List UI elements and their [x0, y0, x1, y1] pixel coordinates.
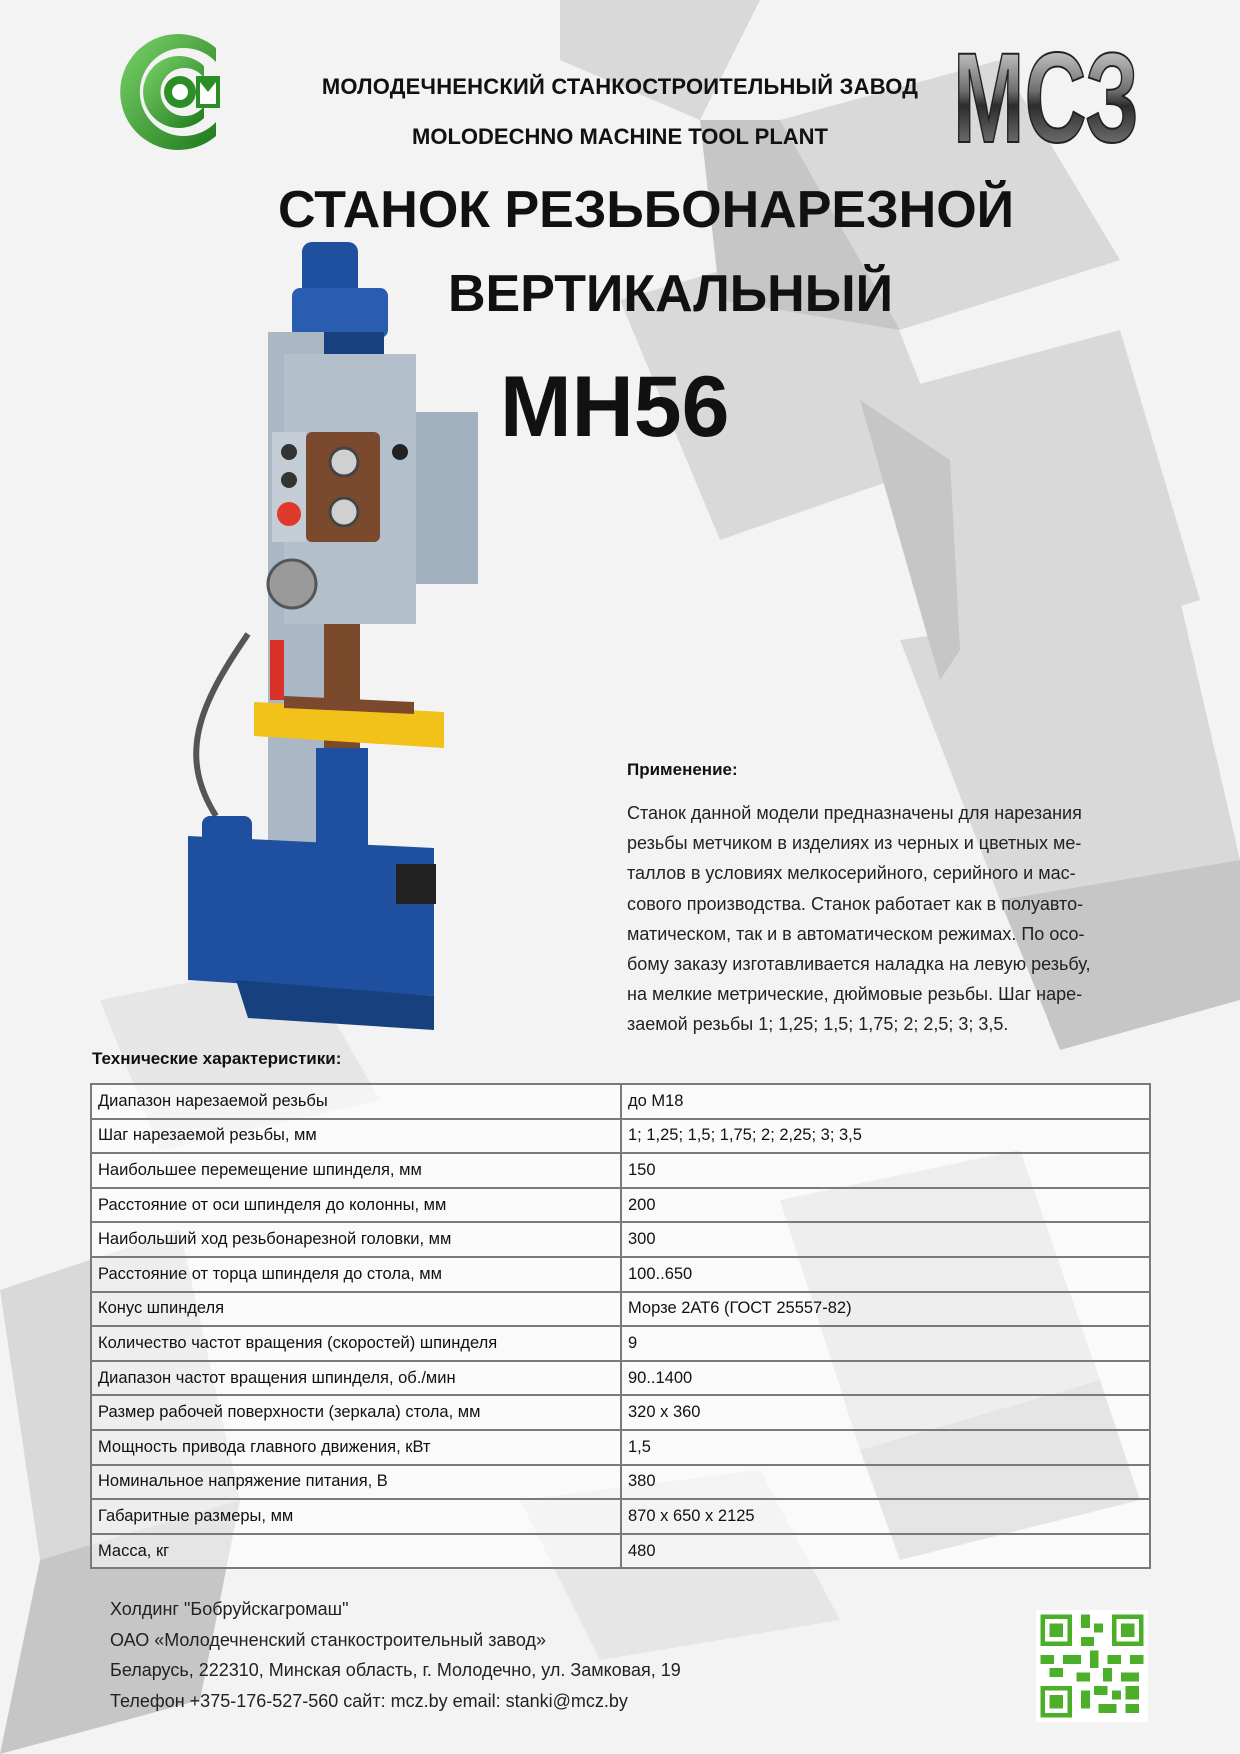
- table-row: [91, 1222, 1150, 1257]
- spec-label: Конус шпинделя: [91, 1292, 621, 1327]
- spec-value: до М18: [621, 1084, 1150, 1119]
- table-row: [91, 1188, 1150, 1223]
- footer-company: ОАО «Молодечненский станкостроительный завод»: [110, 1629, 546, 1650]
- table-row: [91, 1499, 1150, 1534]
- company-name-ru: МОЛОДЕЧНЕНСКИЙ СТАНКОСТРОИТЕЛЬНЫЙ ЗАВОД: [321, 74, 919, 99]
- table-row: [91, 1361, 1150, 1396]
- table-row: [91, 1430, 1150, 1465]
- spec-value: 150: [621, 1153, 1150, 1188]
- application-text: [627, 798, 1122, 1040]
- spec-value: 320 х 360: [621, 1395, 1150, 1430]
- spec-label: Расстояние от торца шпинделя до стола, мм: [91, 1257, 621, 1292]
- application-line: сового производства. Станок работает как в полуавто-: [627, 893, 1084, 914]
- table-row: [91, 1465, 1150, 1500]
- table-row: [91, 1257, 1150, 1292]
- spec-value: 90..1400: [621, 1361, 1150, 1396]
- spec-value: 480: [621, 1534, 1150, 1569]
- spec-label: Габаритные размеры, мм: [91, 1499, 621, 1534]
- title-line-2: ВЕРТИКАЛЬНЫЙ: [448, 265, 893, 323]
- spec-value: 870 х 650 х 2125: [621, 1499, 1150, 1534]
- footer-contacts: [110, 1594, 681, 1716]
- table-row: [91, 1326, 1150, 1361]
- application-line: Станок данной модели предназначены для нарезания: [627, 803, 1082, 823]
- table-row: [91, 1119, 1150, 1154]
- qr-code: [1036, 1610, 1148, 1722]
- machine-image: [188, 236, 508, 1048]
- spec-label: Количество частот вращения (скоростей) шпинделя: [91, 1326, 621, 1361]
- table-row: [91, 1395, 1150, 1430]
- footer-phone-site-email: Телефон +375-176-527-560 сайт: mcz.by email: stanki@mcz.by: [110, 1690, 628, 1711]
- table-row: [91, 1292, 1150, 1327]
- application-line: таллов в условиях мелкосерийного, серийного и мас-: [627, 863, 1076, 884]
- footer-holding: Холдинг "Бобруйскагромаш": [110, 1599, 349, 1619]
- spec-value: 200: [621, 1188, 1150, 1223]
- spec-value: 100..650: [621, 1257, 1150, 1292]
- spec-label: Диапазон нарезаемой резьбы: [91, 1084, 621, 1119]
- spec-label: Мощность привода главного движения, кВт: [91, 1430, 621, 1465]
- model-name: МН56: [500, 359, 730, 455]
- mcz-brand-mark: [948, 27, 1144, 170]
- spec-value: 1; 1,25; 1,5; 1,75; 2; 2,25; 3; 3,5: [621, 1119, 1150, 1154]
- application-line: заемой резьбы 1; 1,25; 1,5; 1,75; 2; 2,5; 3; 3,5.: [627, 1014, 1009, 1035]
- company-name-en: MOLODECHNO MACHINE TOOL PLANT: [412, 124, 828, 149]
- title-line-1: СТАНОК РЕЗЬБОНАРЕЗНОЙ: [278, 181, 1015, 239]
- spec-label: Шаг нарезаемой резьбы, мм: [91, 1119, 621, 1154]
- application-line: на мелкие метрические, дюймовые резьбы. Шаг наре-: [627, 984, 1083, 1005]
- table-row: [91, 1153, 1150, 1188]
- table-row: [91, 1084, 1150, 1119]
- spec-value: Морзе 2АТ6 (ГОСТ 25557-82): [621, 1292, 1150, 1327]
- application-line: матическом, так и в автоматическом режимах. По осо-: [627, 923, 1085, 944]
- specs-heading: Технические характеристики:: [92, 1049, 342, 1068]
- spec-label: Наибольший ход резьбонарезной головки, мм: [91, 1222, 621, 1257]
- spec-label: Номинальное напряжение питания, В: [91, 1465, 621, 1500]
- spec-label: Размер рабочей поверхности (зеркала) стола, мм: [91, 1395, 621, 1430]
- application-line: бому заказу изготавливается наладка на левую резьбу,: [627, 954, 1091, 975]
- spec-value: 1,5: [621, 1430, 1150, 1465]
- spec-label: Наибольшее перемещение шпинделя, мм: [91, 1153, 621, 1188]
- brand-mark-text: МСЗ: [953, 27, 1139, 170]
- footer-address: Беларусь, 222310, Минская область, г. Молодечно, ул. Замковая, 19: [110, 1660, 681, 1680]
- spec-label: Расстояние от оси шпинделя до колонны, мм: [91, 1188, 621, 1223]
- table-row: [91, 1534, 1150, 1569]
- application-line: резьбы метчиком в изделиях из черных и цветных ме-: [627, 833, 1082, 854]
- application-heading: Применение:: [627, 760, 738, 779]
- spec-label: Масса, кг: [91, 1534, 621, 1569]
- specs-table: [90, 1083, 1151, 1569]
- spec-value: 300: [621, 1222, 1150, 1257]
- spec-value: 9: [621, 1326, 1150, 1361]
- spec-value: 380: [621, 1465, 1150, 1500]
- spec-label: Диапазон частот вращения шпинделя, об./мин: [91, 1361, 621, 1396]
